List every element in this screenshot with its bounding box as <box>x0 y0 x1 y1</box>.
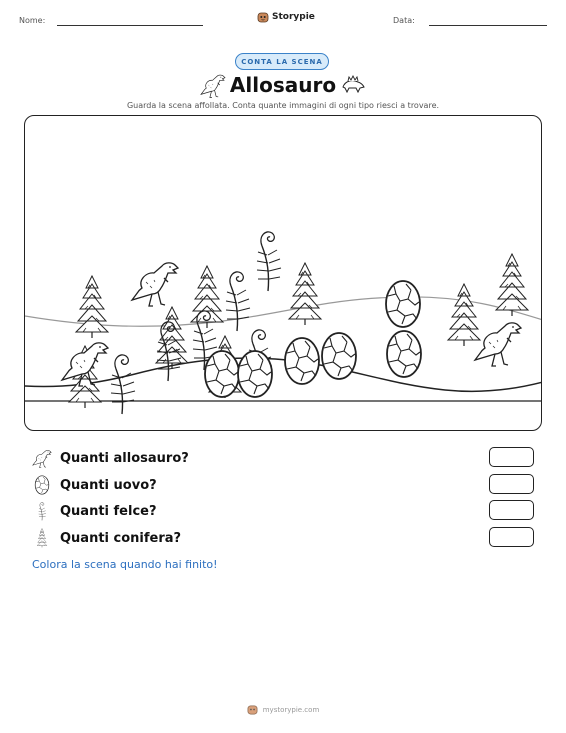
egg <box>322 333 356 379</box>
conifer <box>289 263 321 325</box>
egg <box>387 331 421 377</box>
coloring-note: Colora la scena quando hai finito! <box>32 558 218 571</box>
answer-box-egg[interactable] <box>489 474 534 494</box>
answer-box-conifer[interactable] <box>489 527 534 547</box>
page-title: Allosauro <box>229 73 337 97</box>
storypie-logo-icon <box>257 11 269 23</box>
allosaurus <box>475 323 521 366</box>
egg <box>285 338 319 384</box>
brand-name: Storypie <box>272 12 315 22</box>
scene-badge: CONTA LA SCENA <box>235 53 329 70</box>
question-conifer <box>32 527 181 549</box>
conifer <box>448 284 480 346</box>
question-egg <box>32 474 157 496</box>
fern <box>226 272 250 331</box>
scene-frame <box>24 115 542 431</box>
allosaurus-icon <box>32 448 52 468</box>
answer-box-fern[interactable] <box>489 500 534 520</box>
fern-icon <box>32 501 52 521</box>
conifer <box>191 266 223 328</box>
footer-site-url[interactable]: mystorypie.com <box>262 705 320 714</box>
question-allosaurus <box>32 447 189 469</box>
name-label: Nome: <box>19 16 46 25</box>
scene-illustration <box>25 116 542 431</box>
egg-icon <box>32 475 52 495</box>
footer-site <box>0 704 566 715</box>
fern <box>111 355 135 414</box>
date-field[interactable] <box>429 25 547 26</box>
conifer <box>156 307 188 369</box>
storypie-footer-icon <box>247 704 258 715</box>
name-field[interactable] <box>57 25 203 26</box>
question-label: Quanti uovo? <box>60 477 157 493</box>
stegosaurus-title-icon <box>340 74 366 94</box>
answer-box-allosaurus[interactable] <box>489 447 534 467</box>
conifer <box>76 276 108 338</box>
allosaurus <box>132 263 178 306</box>
question-label: Quanti allosauro? <box>60 450 189 466</box>
egg <box>238 351 272 397</box>
conifer <box>496 254 528 316</box>
question-label: Quanti conifera? <box>60 530 182 546</box>
instructions: Guarda la scena affollata. Conta quante immagini di ogni tipo riesci a trovare. <box>126 101 440 110</box>
egg <box>205 351 239 397</box>
front-hill-line <box>25 358 542 391</box>
date-label: Data: <box>393 16 415 25</box>
question-fern <box>32 500 157 522</box>
egg <box>386 281 420 327</box>
conifer-icon <box>32 528 52 548</box>
question-label: Quanti felce? <box>60 503 157 519</box>
brand-logo <box>257 11 315 23</box>
fern <box>257 232 281 291</box>
